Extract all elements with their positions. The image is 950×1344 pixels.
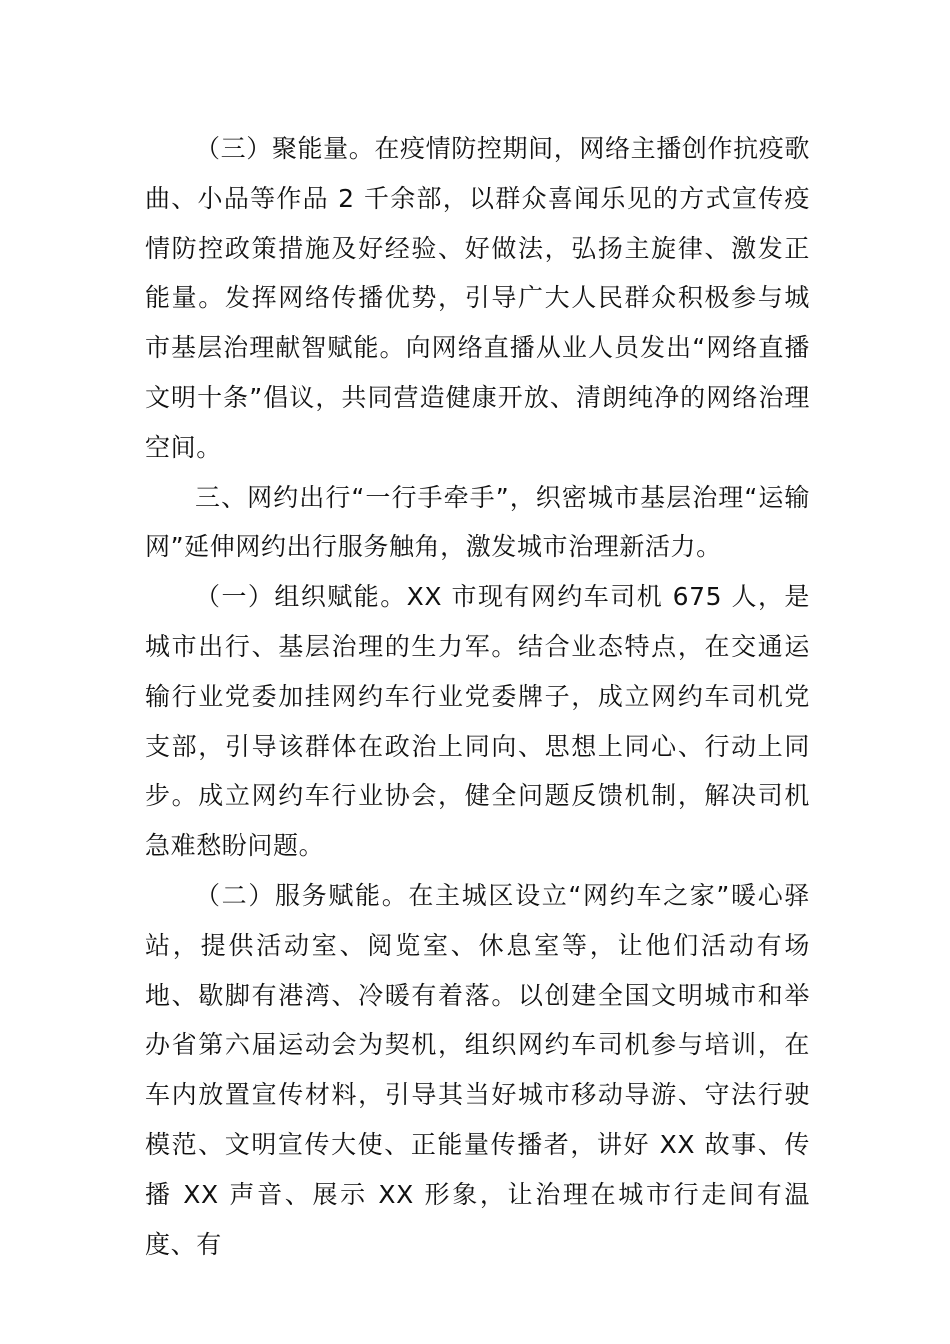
paragraph-section-three-heading: 三、网约出行“一行手牵手”，织密城市基层治理“运输网”延伸网约出行服务触角，激发城市治理新活力。 [145, 482, 810, 562]
document-body [145, 124, 810, 1269]
paragraph-yi-zu-zhi-fu-neng: （一）组织赋能。XX 市现有网约车司机 675 人，是城市出行、基层治理的生力军。结合业态特点，在交通运输行业党委加挂网约车行业党委牌子，成立网约车司机党支部，引导该群体在政治上同向、思想上同心、行动上同步。成立网约车行业协会，健全问题反馈机制，解决司机急难愁盼问题。 [145, 582, 810, 861]
paragraph-san-ju-neng-liang: （三）聚能量。在疫情防控期间，网络主播创作抗疫歌曲、小品等作品 2 千余部，以群众喜闻乐见的方式宣传疫情防控政策措施及好经验、好做法，弘扬主旋律、激发正能量。发挥网络传播优势，引导广大人民群众积极参与城市基层治理献智赋能。向网络直播从业人员发出“网络直播文明十条”倡议，共同营造健康开放、清朗纯净的网络治理空间。 [145, 134, 810, 462]
paragraph-er-fu-wu-fu-neng: （二）服务赋能。在主城区设立“网约车之家”暖心驿站，提供活动室、阅览室、休息室等，让他们活动有场地、歇脚有港湾、冷暖有着落。以创建全国文明城市和举办省第六届运动会为契机，组织网约车司机参与培训，在车内放置宣传材料，引导其当好城市移动导游、守法行驶模范、文明宣传大使、正能量传播者，讲好 XX 故事、传播 XX 声音、展示 XX 形象，让治理在城市行走间有温度、有 [145, 880, 810, 1259]
